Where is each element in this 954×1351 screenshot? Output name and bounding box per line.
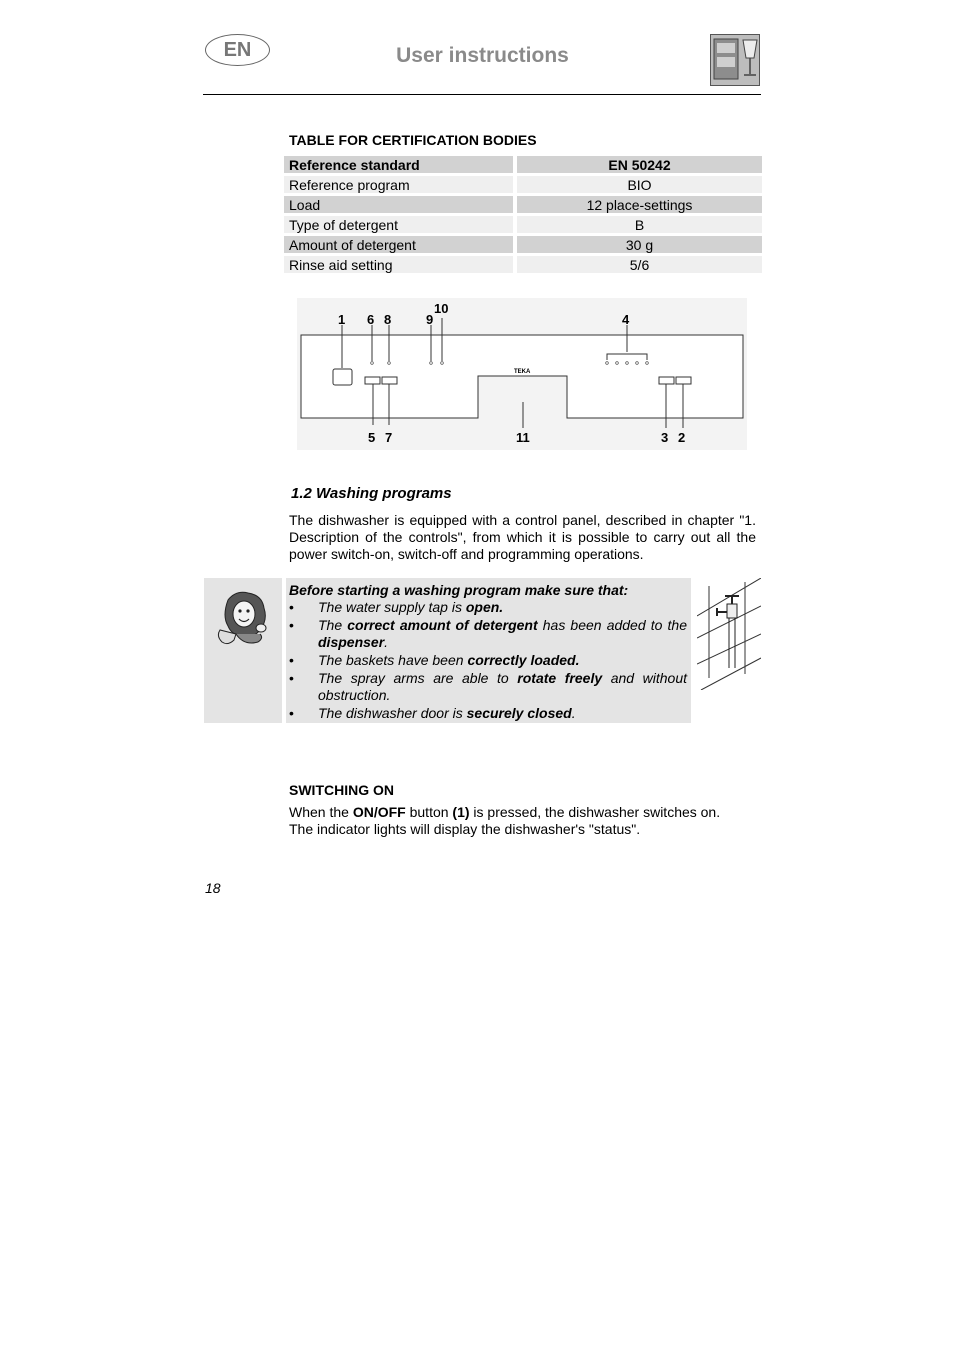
switching-on-heading: SWITCHING ON xyxy=(289,782,394,798)
table-row xyxy=(284,216,762,233)
caution-heading: Before starting a washing program make sure that: xyxy=(289,582,629,598)
diagram-label: 11 xyxy=(516,430,530,445)
intro-paragraph: The dishwasher is equipped with a control panel, described in chapter "1. Description of the controls", from which it is possible to carry out all the power switch-on, switch-off and programming operations. xyxy=(289,512,756,562)
table-row xyxy=(284,196,762,213)
brand-logo: TEKA xyxy=(514,369,531,375)
diagram-label: 7 xyxy=(385,430,393,445)
diagram-label: 6 xyxy=(367,312,375,327)
table-title: TABLE FOR CERTIFICATION BODIES xyxy=(289,132,537,148)
list-item: • The water supply tap is open. xyxy=(289,599,504,615)
list-item: • The spray arms are able to rotate freely and without obstruction. xyxy=(289,670,688,703)
page-number: 18 xyxy=(205,880,221,896)
diagram-label: 8 xyxy=(384,312,392,327)
row-label: Amount of detergent xyxy=(284,236,513,253)
checklist xyxy=(289,599,687,723)
language-badge: EN xyxy=(205,34,270,66)
mascot-icon xyxy=(214,590,272,650)
row-value: 5/6 xyxy=(517,256,762,273)
page-title: User instructions xyxy=(396,44,569,67)
list-item: • The correct amount of detergent has been added to the dispenser. xyxy=(289,617,687,650)
certification-table xyxy=(284,153,762,276)
switching-on-line-2: The indicator lights will display the dishwasher's "status". xyxy=(289,821,641,837)
diagram-label: 5 xyxy=(368,430,376,445)
table-row xyxy=(284,256,762,273)
row-value: 30 g xyxy=(517,236,762,253)
row-value: EN 50242 xyxy=(517,156,762,173)
diagram-label: 10 xyxy=(434,301,449,316)
row-label: Reference program xyxy=(284,176,513,193)
row-value: BIO xyxy=(517,176,762,193)
diagram-label: 2 xyxy=(678,430,686,445)
table-row xyxy=(284,236,762,253)
row-value: 12 place-settings xyxy=(517,196,762,213)
dishwasher-icon xyxy=(710,34,760,86)
switching-on-paragraph xyxy=(289,804,759,838)
row-label: Reference standard xyxy=(284,156,513,173)
row-value: B xyxy=(517,216,762,233)
table-row xyxy=(284,176,762,193)
switching-on-line-1: When the ON/OFF button (1) is pressed, the dishwasher switches on. xyxy=(289,804,721,820)
control-panel-diagram xyxy=(297,298,747,450)
header-divider xyxy=(203,94,761,95)
diagram-label: 1 xyxy=(338,312,346,327)
row-label: Type of detergent xyxy=(284,216,513,233)
diagram-label: 9 xyxy=(426,312,434,327)
row-label: Rinse aid setting xyxy=(284,256,513,273)
row-label: Load xyxy=(284,196,513,213)
diagram-label: 3 xyxy=(661,430,669,445)
on-off-button-shape xyxy=(333,369,352,385)
diagram-label: 4 xyxy=(622,312,630,327)
list-item: • The dishwasher door is securely closed. xyxy=(289,705,576,721)
table-row xyxy=(284,156,762,173)
list-item: • The baskets have been correctly loaded. xyxy=(289,652,580,668)
section-heading: 1.2 Washing programs xyxy=(291,485,452,502)
water-tap-icon xyxy=(697,578,761,690)
